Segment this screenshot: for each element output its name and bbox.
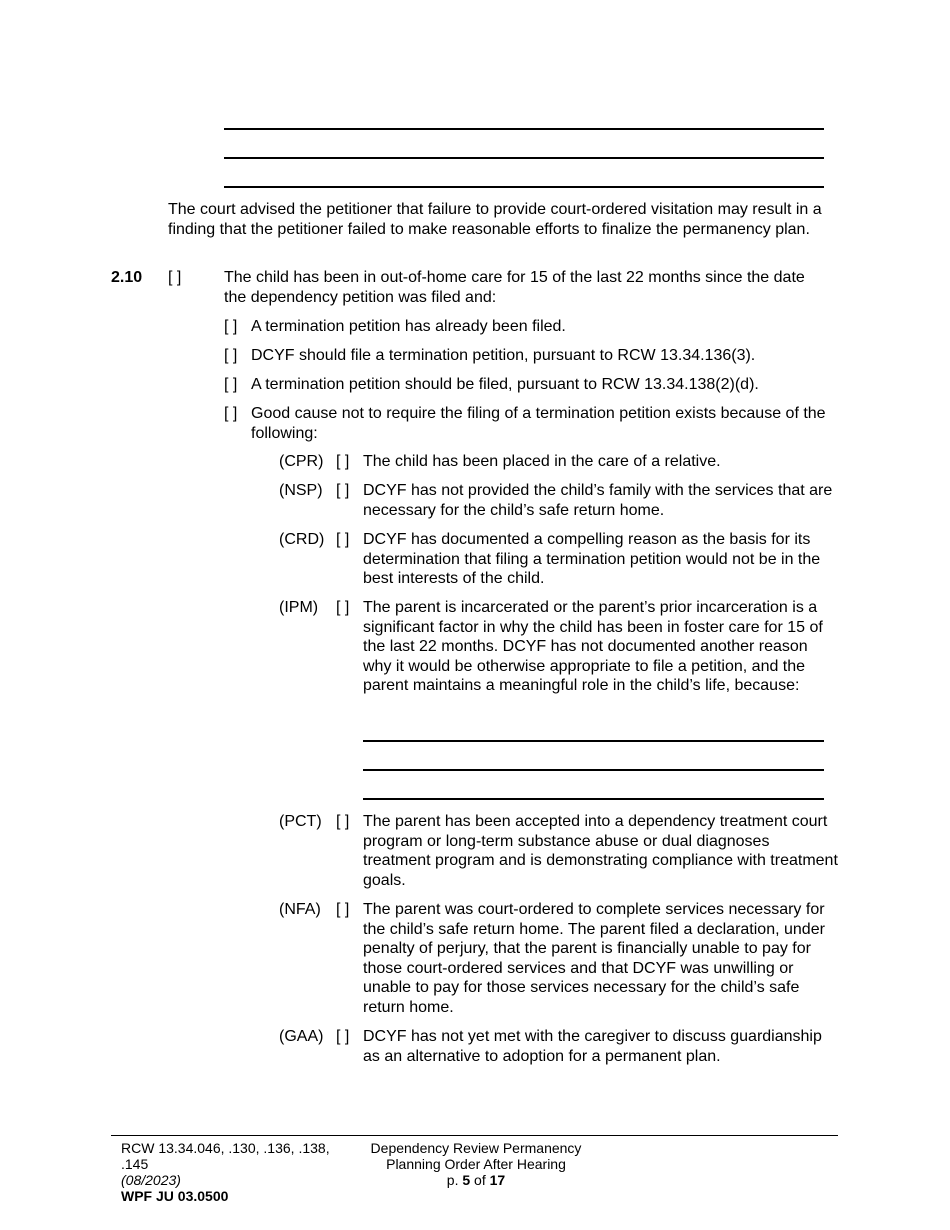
- reason-checkbox-crd[interactable]: [ ]: [336, 531, 350, 548]
- reason-checkbox-gaa[interactable]: [ ]: [336, 1028, 350, 1045]
- fill-in-line[interactable]: [363, 740, 824, 742]
- footer-title: [356, 1140, 596, 1188]
- reason-code-nfa: (NFA): [279, 901, 321, 918]
- reason-checkbox-ipm[interactable]: [ ]: [336, 599, 350, 616]
- footer-rcw: [121, 1140, 351, 1204]
- option-checkbox-dcyf-file[interactable]: [ ]: [224, 347, 238, 364]
- reason-code-ipm: (IPM): [279, 599, 319, 616]
- option-text-good-cause: Good cause not to require the filing of a termination petition exists because of the following:: [251, 405, 826, 442]
- reason-text-cpr: The child has been placed in the care of a relative.: [363, 453, 721, 470]
- fill-in-line[interactable]: [363, 769, 824, 771]
- option-checkbox-filed[interactable]: [ ]: [224, 318, 238, 335]
- section-number: 2.10: [111, 269, 143, 286]
- page-current: 5: [462, 1172, 471, 1188]
- visitation-advisement: The court advised the petitioner that failure to provide court-ordered visitation may result in a finding that the petitioner failed to make reasonable efforts to finalize the permanency plan.: [168, 201, 822, 238]
- fill-in-line[interactable]: [224, 128, 824, 130]
- fill-in-line[interactable]: [363, 798, 824, 800]
- fill-in-line[interactable]: [224, 186, 824, 188]
- reason-code-cpr: (CPR): [279, 453, 324, 470]
- reason-checkbox-cpr[interactable]: [ ]: [336, 453, 350, 470]
- reason-code-pct: (PCT): [279, 813, 322, 830]
- footer-form-id: WPF JU 03.0500: [121, 1188, 229, 1204]
- option-text-dcyf-file: DCYF should file a termination petition, pursuant to RCW 13.34.136(3).: [251, 347, 756, 364]
- footer-title-line2: Planning Order After Hearing: [386, 1156, 566, 1172]
- fill-in-line[interactable]: [224, 157, 824, 159]
- reason-checkbox-nfa[interactable]: [ ]: [336, 901, 350, 918]
- footer-divider: [111, 1135, 838, 1136]
- page-prefix: p.: [446, 1172, 459, 1188]
- reason-text-nfa: The parent was court-ordered to complete services necessary for the child’s safe return home. The parent filed a declaration, under penalty of perjury, that the parent is financially unable to pay for those court-ordered services and that DCYF was unwilling or unable to pay for those services necessary for the child’s safe return home.: [363, 901, 825, 1016]
- reason-code-nsp: (NSP): [279, 482, 323, 499]
- reason-checkbox-pct[interactable]: [ ]: [336, 813, 350, 830]
- reason-code-crd: (CRD): [279, 531, 325, 548]
- page-of: of: [474, 1172, 486, 1188]
- footer-rcw-line2: .145: [121, 1156, 149, 1172]
- reason-checkbox-nsp[interactable]: [ ]: [336, 482, 350, 499]
- reason-text-crd: DCYF has documented a compelling reason as the basis for its determination that filing a termination petition would not be in the best interests of the child.: [363, 531, 821, 587]
- reason-code-gaa: (GAA): [279, 1028, 324, 1045]
- reason-text-ipm: The parent is incarcerated or the parent’s prior incarceration is a significant factor in why the child has been in foster care for 15 of the last 22 months. DCYF has not documented another reason why it would be otherwise appropriate to file a petition, and the parent maintains a meaningful role in the child’s life, because:: [363, 599, 823, 694]
- reason-text-pct: The parent has been accepted into a dependency treatment court program or long-term substance abuse or dual diagnoses treatment program and is demonstrating compliance with treatment goals.: [363, 813, 838, 889]
- reason-text-gaa: DCYF has not yet met with the caregiver to discuss guardianship as an alternative to adoption for a permanent plan.: [363, 1028, 822, 1065]
- footer-title-line1: Dependency Review Permanency: [370, 1140, 582, 1156]
- option-checkbox-should-file[interactable]: [ ]: [224, 376, 238, 393]
- footer-rcw-line1: RCW 13.34.046, .130, .136, .138,: [121, 1140, 330, 1156]
- section-checkbox[interactable]: [ ]: [168, 269, 182, 286]
- option-text-should-file: A termination petition should be filed, pursuant to RCW 13.34.138(2)(d).: [251, 376, 759, 393]
- page-total: 17: [489, 1172, 506, 1188]
- option-checkbox-good-cause[interactable]: [ ]: [224, 405, 238, 422]
- footer-date: (08/2023): [121, 1172, 181, 1188]
- footer-page-number: [356, 1172, 596, 1188]
- reason-text-nsp: DCYF has not provided the child’s family with the services that are necessary for the child’s safe return home.: [363, 482, 833, 519]
- option-text-filed: A termination petition has already been filed.: [251, 318, 566, 335]
- section-text: The child has been in out-of-home care for 15 of the last 22 months since the date the dependency petition was filed and:: [224, 269, 805, 306]
